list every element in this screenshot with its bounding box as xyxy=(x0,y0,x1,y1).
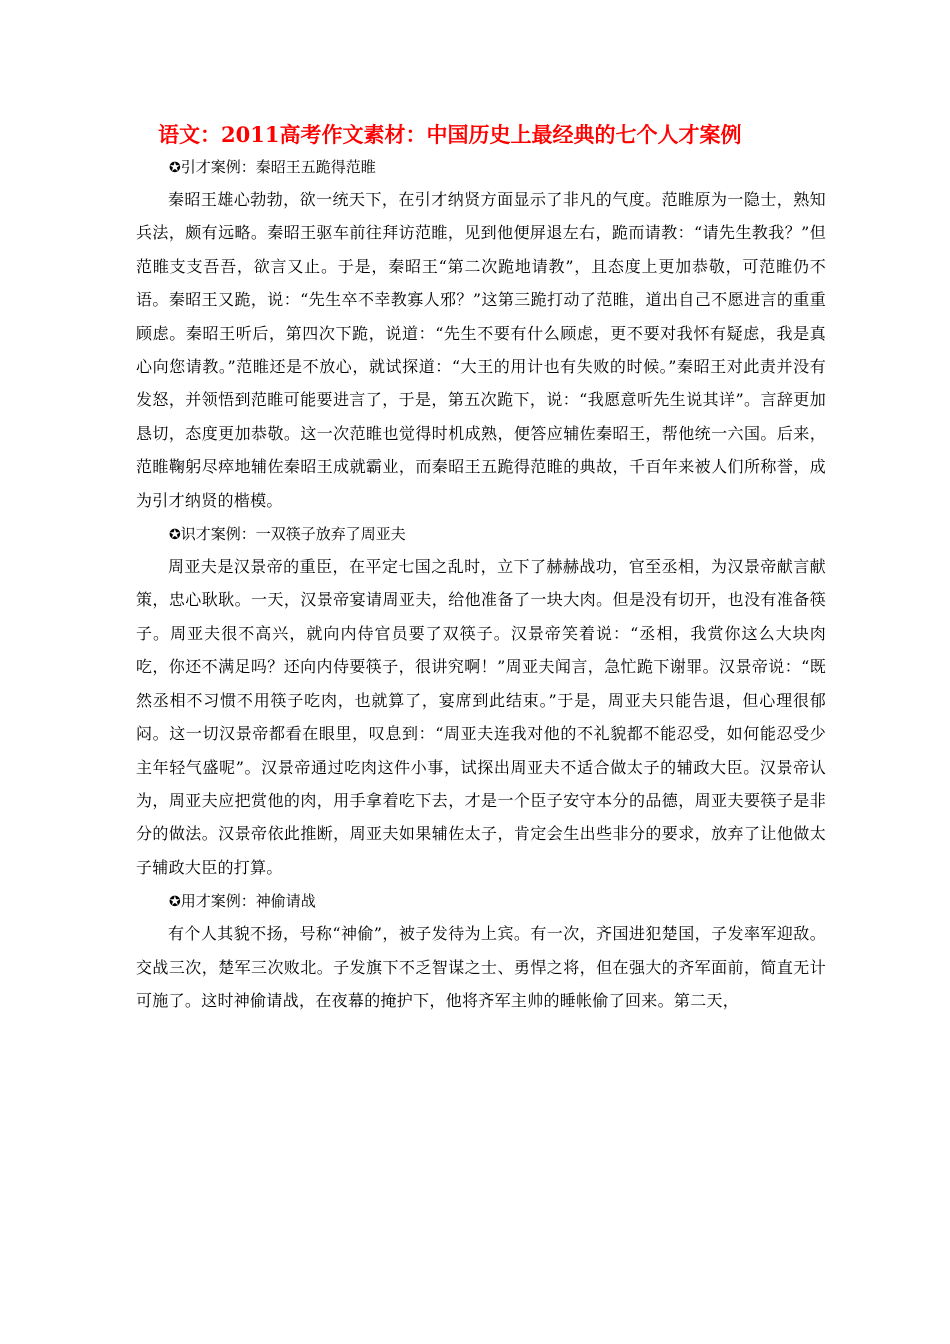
section-paragraph: 有个人其貌不扬，号称“神偷”，被子发待为上宾。有一次，齐国进犯楚国，子发率军迎敌。交战三次，楚军三次败北。子发旗下不乏智谋之士、勇悍之将，但在强大的齐军面前，简直无计可施了。这时神偷请战，在夜幕的掩护下，他将齐军主帅的睡帐偷了回来。第二天， xyxy=(136,924,826,1010)
star-bullet-icon: ✪ xyxy=(169,160,181,176)
document-title: 语文：2011高考作文素材：中国历史上最经典的七个人才案例 xyxy=(158,122,742,147)
section-talent-attraction xyxy=(136,152,826,517)
document-body xyxy=(136,118,826,1019)
section-paragraph: 秦昭王雄心勃勃，欲一统天下，在引才纳贤方面显示了非凡的气度。范睢原为一隐士，熟知兵法，颇有远略。秦昭王驱车前往拜访范睢，见到他便屏退左右，跪而请教：“请先生教我？”但范睢支支吾吾，欲言又止。于是，秦昭王“第二次跪地请教”，且态度上更加恭敬，可范睢仍不语。秦昭王又跪，说：“先生卒不幸教寡人邪？”这第三跪打动了范睢，道出自己不愿进言的重重顾虑。秦昭王听后，第四次下跪，说道：“先生不要有什么顾虑，更不要对我怀有疑虑，我是真心向您请教。”范睢还是不放心，就试探道：“大王的用计也有失败的时候。”秦昭王对此责并没有发怒，并领悟到范睢可能要进言了，于是，第五次跪下，说：“我愿意听先生说其详”。言辞更加恳切，态度更加恭敬。这一次范睢也觉得时机成熟，便答应辅佐秦昭王，帮他统一六国。后来，范睢鞠躬尽瘁地辅佐秦昭王成就霸业，而秦昭王五跪得范睢的典故，千百年来被人们所称誉，成为引才纳贤的楷模。 xyxy=(136,190,826,510)
section-heading xyxy=(169,152,826,183)
section-talent-recognition xyxy=(136,519,826,884)
section-talent-usage xyxy=(136,886,826,1017)
section-heading-text: 引才案例：秦昭王五跪得范睢 xyxy=(180,158,376,176)
section-heading-text: 用才案例：神偷请战 xyxy=(180,892,316,911)
section-heading xyxy=(169,886,826,917)
star-bullet-icon: ✪ xyxy=(169,894,181,911)
section-heading-text: 识才案例：一双筷子放弃了周亚夫 xyxy=(180,525,406,544)
section-heading xyxy=(169,519,826,550)
star-bullet-icon: ✪ xyxy=(169,527,181,544)
section-paragraph: 周亚夫是汉景帝的重臣，在平定七国之乱时，立下了赫赫战功，官至丞相，为汉景帝献言献策，忠心耿耿。一天，汉景帝宴请周亚夫，给他准备了一块大肉。但是没有切开，也没有准备筷子。周亚夫很不高兴，就向内侍官员要了双筷子。汉景帝笑着说：“丞相，我赏你这么大块肉吃，你还不满足吗？还向内侍要筷子，很讲究啊！”周亚夫闻言，急忙跪下谢罪。汉景帝说：“既然丞相不习惯不用筷子吃肉，也就算了，宴席到此结束。”于是，周亚夫只能告退，但心理很郁闷。这一切汉景帝都看在眼里，叹息到：“周亚夫连我对他的不礼貌都不能忍受，如何能忍受少主年轻气盛呢”。汉景帝通过吃肉这件小事，试探出周亚夫不适合做太子的辅政大臣。汉景帝认为，周亚夫应把赏他的肉，用手拿着吃下去，才是一个臣子安守本分的品德，周亚夫要筷子是非分的做法。汉景帝依此推断，周亚夫如果辅佐太子，肯定会生出些非分的要求，放弃了让他做太子辅政大臣的打算。 xyxy=(136,557,826,877)
